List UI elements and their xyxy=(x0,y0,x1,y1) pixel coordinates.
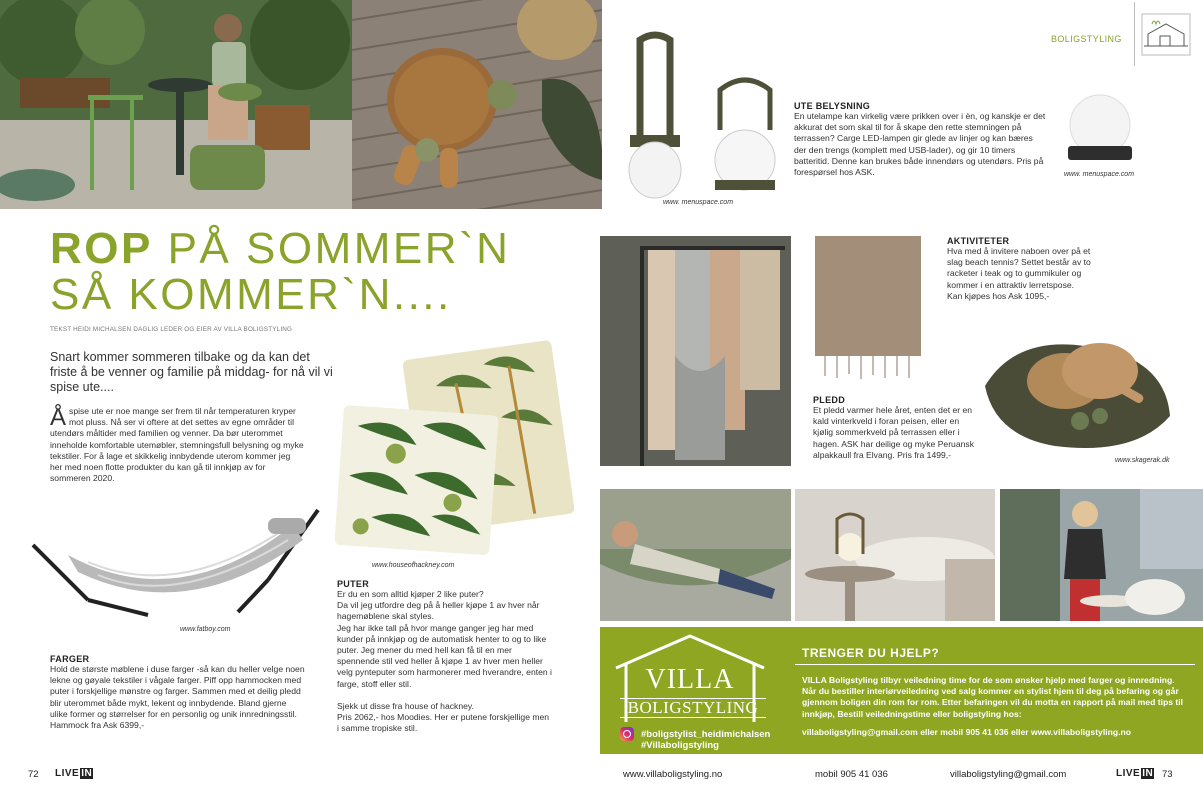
photo-wood-deck-racket xyxy=(352,0,602,209)
logo-boligstyling-text: BOLIGSTYLING xyxy=(620,698,766,718)
footer-website[interactable]: www.villaboligstyling.no xyxy=(623,769,723,780)
photo-man-hammock xyxy=(600,489,791,621)
title-line1-rest: PÅ SOMMER`N xyxy=(152,224,511,273)
footer-live-logo-left xyxy=(54,768,93,779)
aktiviteter-price: Kan kjøpes hos Ask 1095,- xyxy=(947,290,1050,301)
farger-price: Hammock fra Ask 6399,- xyxy=(50,720,145,731)
farger-heading: FARGER xyxy=(50,654,90,664)
section-ute-belysning xyxy=(794,101,1046,178)
photo-carrie-lamps xyxy=(620,30,790,210)
byline xyxy=(50,326,292,333)
article-title xyxy=(50,226,570,318)
puter-p1: Er du en som alltid kjøper 2 like puter? xyxy=(337,589,484,599)
caption-houseofhackney: www.houseofhackney.com xyxy=(372,562,455,569)
puter-p5: Pris 2062,- hos Moodies. Her er putene forskjellige men i samme tropiske stil. xyxy=(337,712,550,734)
title-line2: SÅ KOMMER`N.... xyxy=(50,270,452,319)
photo-beach-tennis-bag xyxy=(975,316,1175,461)
photo-hammock xyxy=(28,500,328,625)
villa-logo xyxy=(612,634,772,726)
ute-belysning-heading: UTE BELYSNING xyxy=(794,101,871,111)
lead-paragraph: Snart kommer sommeren tilbake og da kan det friste å be venner og familie på middag- for nå vil vi spise ute.... xyxy=(50,350,333,394)
footer-page-right: 73 xyxy=(1162,769,1173,780)
caption-skagerak: www.skagerak.dk xyxy=(1115,457,1170,464)
byline-prefix: TEKST xyxy=(50,326,74,333)
puter-p4: Sjekk ut disse fra house of hackney. xyxy=(337,700,474,711)
photo-garden-lounge xyxy=(0,0,352,209)
intro-text: spise ute er noe mange ser frem til når temperaturen kryper mot pluss. Nå ser vi oftere at det settes av egne områder til utendørs måltider med familien og venner. Da bør uterommet inneholde komfortable utemøbler, stemningsfull belysning og myke tekstiler. For å lage et skikkelig innbydende uterom kommer jeg her med noen flotte produkter du kan gå til innkjøp av for sommeren 2020. xyxy=(50,406,304,484)
instagram-tag: #Villaboligstyling xyxy=(641,740,719,751)
section-aktiviteter xyxy=(947,236,1107,302)
title-bold-word: ROP xyxy=(50,224,153,273)
caption-menuspace-1: www. menuspace.com xyxy=(663,199,734,206)
puter-p3: Jeg har ikke tall på hvor mange ganger jeg har med kunder på innkjøp og de automatisk henter to og to like puter. Jeg mener du med hell kan få til en mer spennende stil ved heller å kjøpe 1 av hver men heller velg pynteputer som harmonerer med hverandre, enten i farge, stoff eller stil. xyxy=(337,622,552,689)
photo-cushions xyxy=(334,340,574,565)
aktiviteter-text: Hva med å invitere naboen over på et slag beach tennis? Settet består av to racketer i teak og to gummikuler og kommer i en attraktiv lerretspose. xyxy=(947,246,1091,290)
photo-lamp-interior xyxy=(795,489,995,621)
live-logo-a-right: LIVE xyxy=(1116,768,1141,779)
photo-blanket-rack xyxy=(600,236,791,466)
photo-globe-lamp xyxy=(1060,90,1140,165)
intro-paragraph xyxy=(50,406,305,484)
section-puter xyxy=(337,579,552,734)
photo-stylist-portrait xyxy=(1000,489,1203,621)
photo-throw-swatch xyxy=(813,236,923,382)
instagram-icon xyxy=(620,727,634,741)
logo-villa-text: VILLA xyxy=(645,664,735,695)
footer-page-left: 72 xyxy=(28,769,39,780)
help-text: VILLA Boligstyling tilbyr veiledning time for de som ønsker hjelp med farger og innredning. Når du bestiller interiørveiledning ved salg kommer en stylist hjem til deg på befaring og går gjennom boligen din rom for rom. Etter befaringen vil du motta en rapport på mail med tips til innkjøp, Bestill veiledningstime eller boligstyling hos: xyxy=(802,675,1184,719)
instagram-handle: #boligstylist_heidimichalsen xyxy=(641,729,771,740)
footer-live-logo-right xyxy=(1115,768,1154,779)
puter-heading: PUTER xyxy=(337,579,370,589)
footer-mobile: mobil 905 41 036 xyxy=(815,769,888,780)
live-logo-b-right: IN xyxy=(1142,768,1154,779)
header-divider xyxy=(1134,2,1135,66)
section-farger xyxy=(50,654,305,731)
drop-cap: Å xyxy=(50,404,67,431)
footer-email[interactable]: villaboligstyling@gmail.com xyxy=(950,769,1067,780)
aktiviteter-heading: AKTIVITETER xyxy=(947,236,1010,246)
pledd-heading: PLEDD xyxy=(813,395,846,405)
live-logo-a: LIVE xyxy=(55,768,80,779)
house-sketch-icon xyxy=(1140,12,1192,57)
section-pledd xyxy=(813,395,978,461)
caption-menuspace-2: www. menuspace.com xyxy=(1064,171,1135,178)
puter-p2: Da vil jeg utfordre deg på å heller kjøpe 1 av hver når hagemøblene skal styles. xyxy=(337,600,540,622)
help-divider xyxy=(795,664,1195,665)
section-label: BOLIGSTYLING xyxy=(1051,34,1122,44)
farger-text: Hold de største møblene i duse farger -så kan du heller velge noen lekne og gøyale tekstiler i vågale farger. Piff opp hammocken med puter i forskjellige mønstre og farger. Sammen med et deilig pledd blir uterommet både mykt, lekent og innbydende. Bland gjerne ulike former og størrelser for en personlig og unik innredningsstil. xyxy=(50,664,305,719)
caption-fatboy: www.fatboy.com xyxy=(180,626,231,633)
help-contact: villaboligstyling@gmail.com eller mobil 905 41 036 eller www.villaboligstyling.no xyxy=(802,727,1131,737)
live-logo-b: IN xyxy=(81,768,93,779)
ute-belysning-text: En utelampe kan virkelig være prikken over i èn, og kanskje er det akkurat det som skal til for å skape den rette stemningen på terrassen? Carge LED-lampen gir glede av linjer og kan bæres der den trengs (komplett med USB-lader), og gir 10 timers batteritid. Denne kan brukes både innendørs og utendørs. Pris på forespørsel hos ASK. xyxy=(794,111,1046,178)
byline-text: HEIDI MICHALSEN DAGLIG LEDER OG EIER AV VILLA BOLIGSTYLING xyxy=(73,326,293,333)
pledd-text: Et pledd varmer hele året, enten det er en kald vinterkveld i foran peisen, eller en kjølig sommerkveld på terrassen eller i hagen. ASK har deilige og myke Peruansk alpakkaull fra Elvang. Pris fra 1499,- xyxy=(813,405,974,460)
help-heading: TRENGER DU HJELP? xyxy=(802,646,940,660)
